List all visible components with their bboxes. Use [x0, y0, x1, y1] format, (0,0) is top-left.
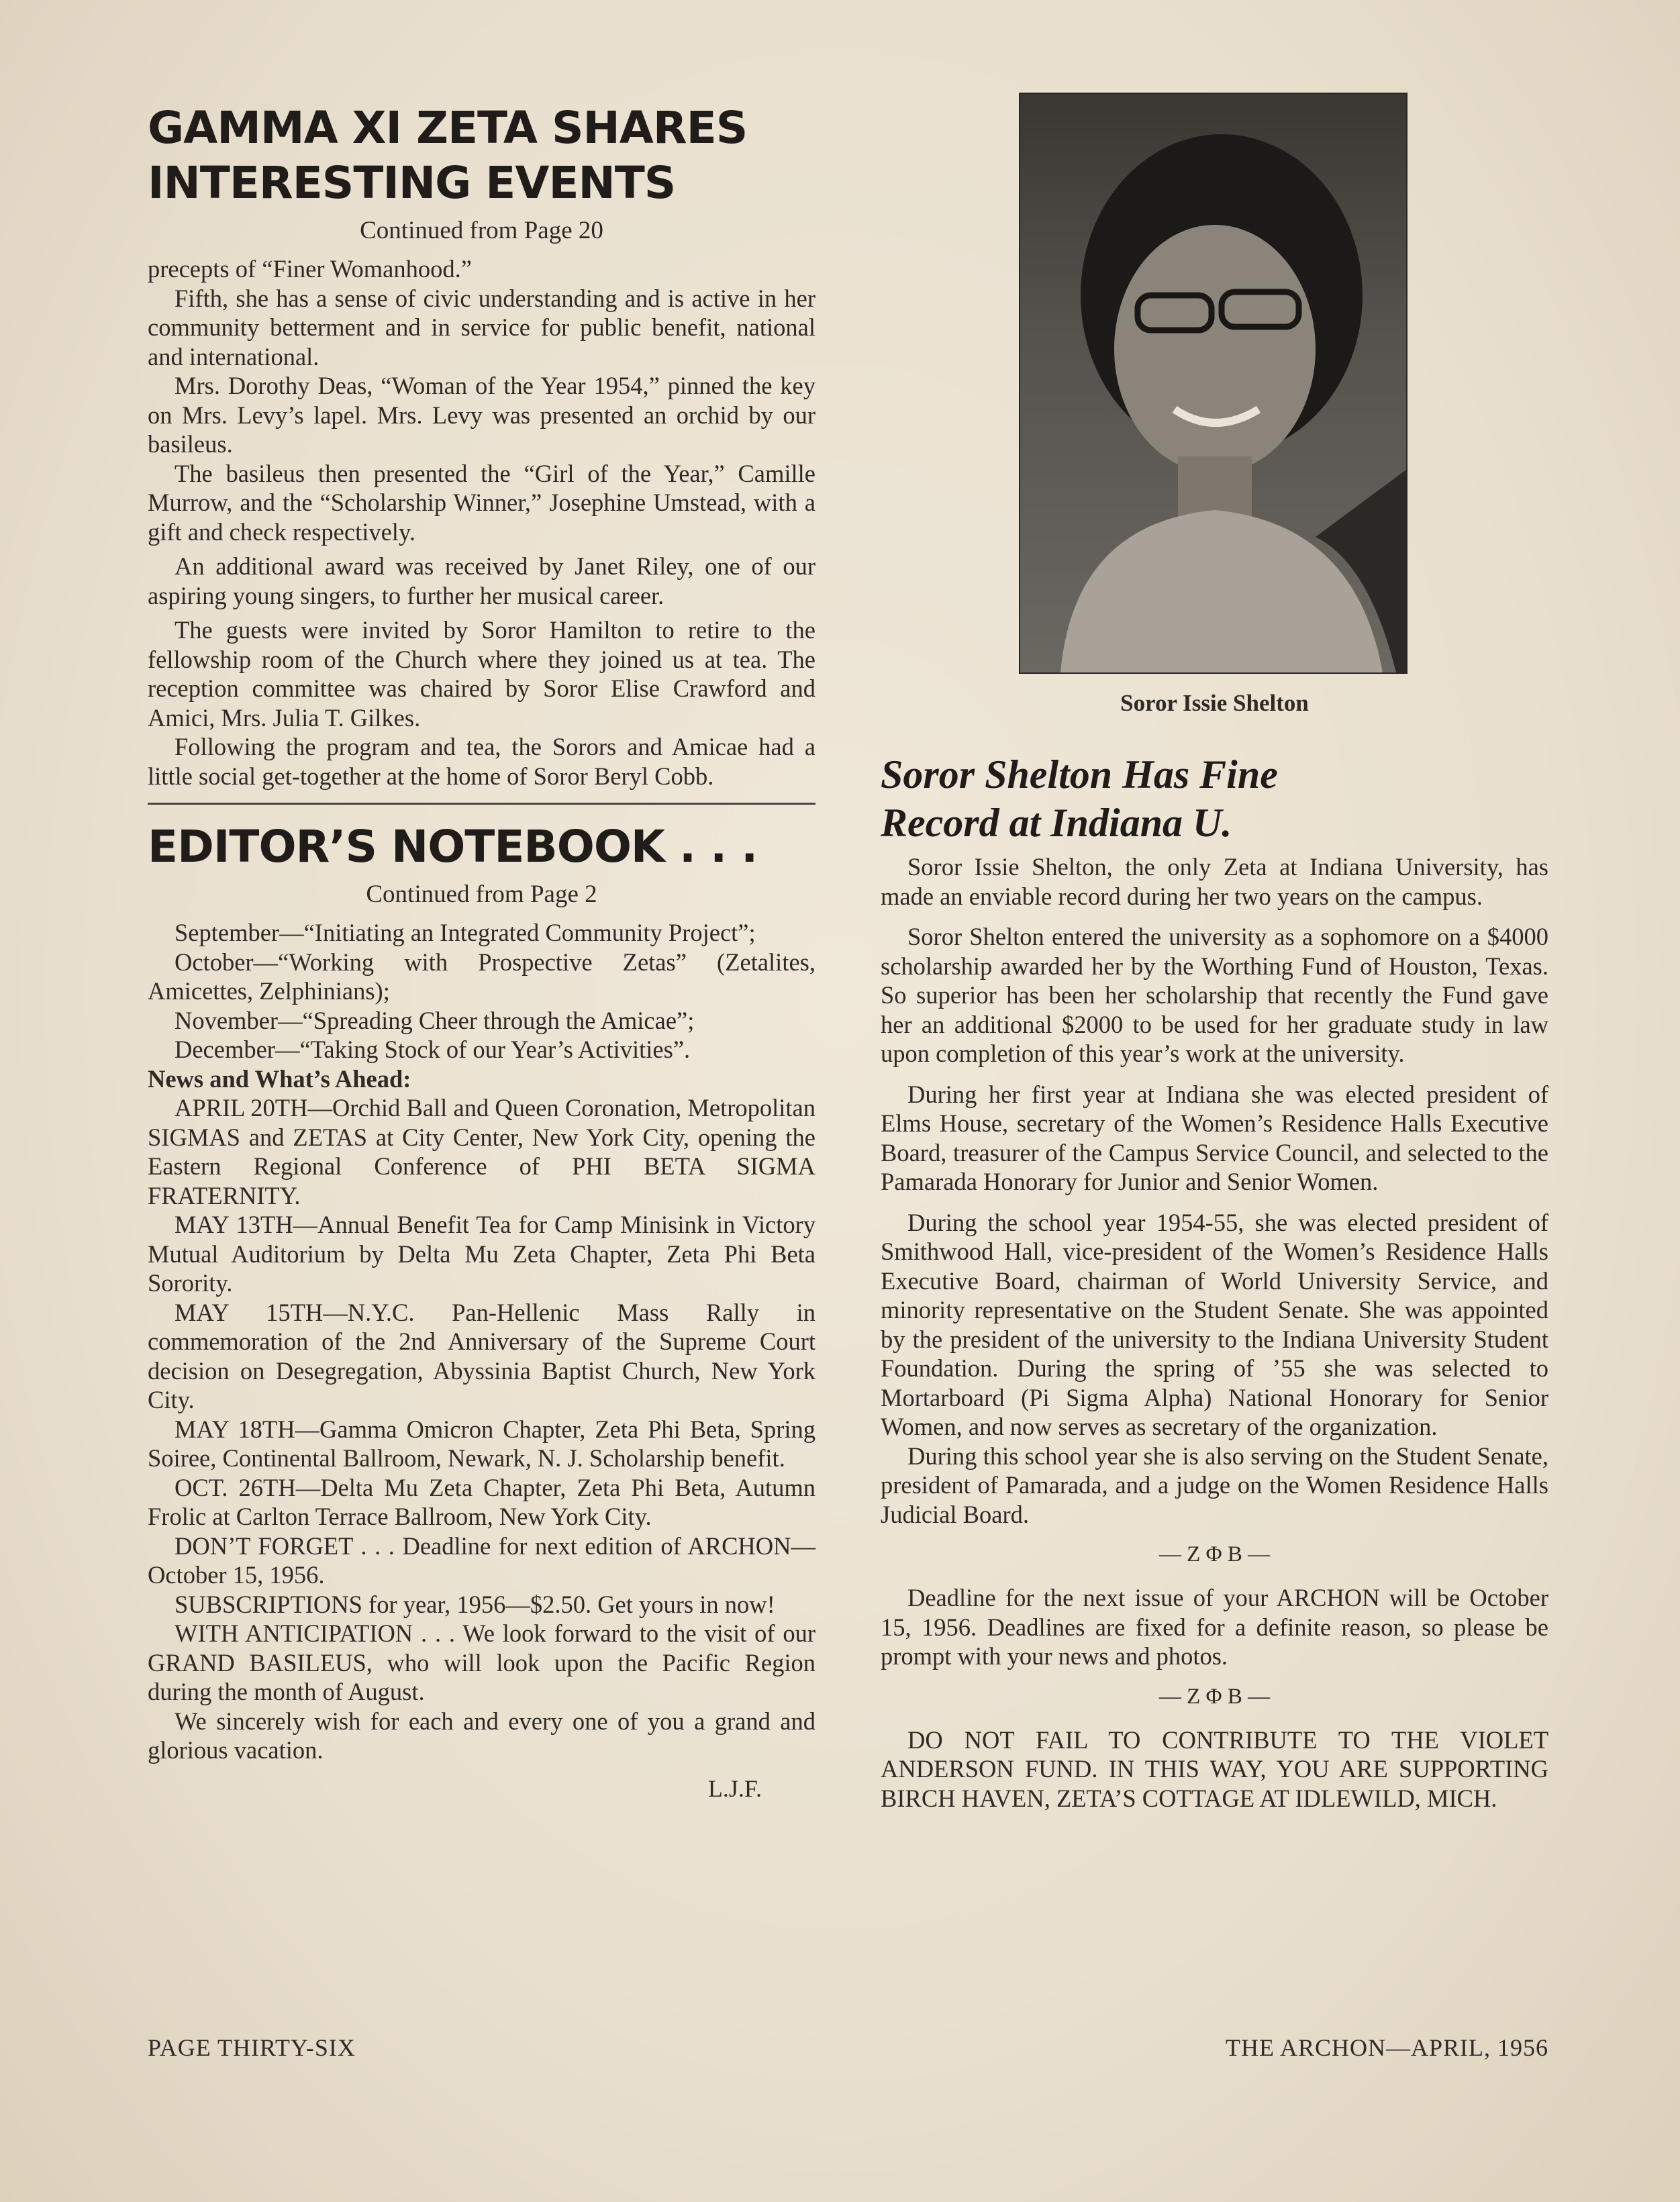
zpb-divider-2: — Z Φ B —	[1158, 1684, 1271, 1709]
photo-caption: Soror Issie Shelton	[1120, 690, 1309, 716]
portrait-photo	[1019, 93, 1407, 674]
signature: L.J.F.	[707, 1774, 762, 1802]
paragraph: During this school year she is also serving on the Student Senate, president of Pamarada, and a judge on the Women Residence Halls Judicial Board.	[881, 1442, 1548, 1528]
fund-notice: DO NOT FAIL TO CONTRIBUTE TO THE VIOLET ANDERSON FUND. IN THIS WAY, YOU ARE SUPPORTING BIRCH HAVEN, ZETA’S COTTAGE AT IDLEWILD, MICH.	[881, 1725, 1548, 1812]
paragraph: DON’T FORGET . . . Deadline for next edition of ARCHON—October 15, 1956.	[148, 1532, 816, 1589]
portrait-silhouette	[1020, 94, 1406, 672]
paragraph: WITH ANTICIPATION . . . We look forward to the visit of our GRAND BASILEUS, who will look upon the Pacific Region during the month of August.	[148, 1619, 816, 1705]
paragraph: Mrs. Dorothy Deas, “Woman of the Year 1954,” pinned the key on Mrs. Levy’s lapel. Mrs. Levy was presented an orchid by our basileus.	[148, 372, 816, 458]
paragraph: The basileus then presented the “Girl of the Year,” Camille Murrow, and the “Scholarship Winner,” Josephine Umstead, with a gift and check respectively.	[148, 459, 816, 546]
paragraph: The guests were invited by Soror Hamilton to retire to the fellowship room of the Church where they joined us at tea. The reception committee was chaired by Soror Elise Crawford and Amici, Mrs. Julia T. Gilkes.	[148, 616, 816, 732]
footer-page-number: PAGE THIRTY-SIX	[148, 2034, 356, 2061]
section-divider	[148, 803, 816, 805]
paragraph: APRIL 20TH—Orchid Ball and Queen Coronation, Metropolitan SIGMAS and ZETAS at City Center, New York City, opening the Eastern Regional Conference of PHI BETA SIGMA FRATERNITY.	[148, 1094, 816, 1209]
paragraph: MAY 15TH—N.Y.C. Pan-Hellenic Mass Rally in commemoration of the 2nd Anniversary of the Supreme Court decision on Desegregation, Abyssinia Baptist Church, New York City.	[148, 1298, 816, 1413]
paragraph: precepts of “Finer Womanhood.”	[148, 255, 472, 283]
headline-editors-notebook: EDITOR’S NOTEBOOK . . .	[148, 821, 758, 872]
paragraph: During her first year at Indiana she was elected president of Elms House, secretary of the Women’s Residence Halls Executive Board, treasurer of the Campus Service Council, and selected to the Pamarada Honorary for Junior and Senior Women.	[881, 1080, 1548, 1195]
paragraph: Fifth, she has a sense of civic understanding and is active in her community betterment and in service for public benefit, national and international.	[148, 284, 816, 370]
paragraph: September—“Initiating an Integrated Community Project”;	[175, 919, 756, 946]
left-column	[148, 101, 816, 1803]
paragraph: Soror Shelton entered the university as a sophomore on a $4000 scholarship awarded her by the Worthing Fund of Houston, Texas. So superior has been her scholarship that recently the Fund gave her an additional $2000 to be used for her graduate study in law upon completion of this year’s work at the university.	[881, 923, 1548, 1067]
headline-soror-shelton	[881, 750, 1548, 847]
paragraph: October—“Working with Prospective Zetas” (Zetalites, Amicettes, Zelphinians);	[148, 948, 816, 1005]
zpb-divider-1: — Z Φ B —	[1158, 1542, 1271, 1566]
paragraph: MAY 18TH—Gamma Omicron Chapter, Zeta Phi Beta, Spring Soiree, Continental Ballroom, Newark, N. J. Scholarship benefit.	[148, 1415, 816, 1472]
right-column-story	[881, 852, 1548, 1813]
paragraph: During the school year 1954-55, she was elected president of Smithwood Hall, vice-president of the Women’s Residence Halls Executive Board, chairman of World University Service, and minority representative on the Student Senate. She was appointed by the president of the university to the Indiana University Student Foundation. During the spring of ’55 she was selected to Mortarboard (Pi Sigma Alpha) National Honorary for Senior Women, and now serves as secretary of the organization.	[881, 1208, 1548, 1440]
headline-line-1: GAMMA XI ZETA SHARES	[148, 102, 748, 154]
news-heading: News and What’s Ahead:	[148, 1064, 411, 1093]
deadline-notice: Deadline for the next issue of your ARCHON will be October 15, 1956. Deadlines are fixed for a definite reason, so please be prompt with your news and photos.	[881, 1584, 1548, 1670]
story-headline-line-2: Record at Indiana U.	[881, 801, 1232, 845]
story-headline-line-1: Soror Shelton Has Fine	[881, 752, 1278, 797]
paragraph: November—“Spreading Cheer through the Amicae”;	[175, 1006, 695, 1034]
paragraph: An additional award was received by Janet Riley, one of our aspiring young singers, to further her musical career.	[148, 552, 816, 609]
paragraph: We sincerely wish for each and every one of you a grand and glorious vacation.	[148, 1707, 816, 1764]
footer-publication: THE ARCHON—APRIL, 1956	[1225, 2034, 1548, 2061]
paragraph: MAY 13TH—Annual Benefit Tea for Camp Minisink in Victory Mutual Auditorium by Delta Mu Zeta Chapter, Zeta Phi Beta Sorority.	[148, 1211, 816, 1297]
paragraph: Following the program and tea, the Sorors and Amicae had a little social get-together at the home of Soror Beryl Cobb.	[148, 733, 816, 790]
paragraph: December—“Taking Stock of our Year’s Activities”.	[175, 1036, 691, 1063]
headline-line-2: INTERESTING EVENTS	[148, 157, 676, 209]
paragraph: Soror Issie Shelton, the only Zeta at Indiana University, has made an enviable record during her two years on the campus.	[881, 853, 1548, 910]
continued-note-1: Continued from Page 20	[360, 217, 603, 244]
continued-note-2: Continued from Page 2	[366, 881, 597, 908]
paragraph: SUBSCRIPTIONS for year, 1956—$2.50. Get yours in now!	[175, 1590, 775, 1618]
headline-gamma-xi-zeta	[148, 101, 816, 211]
paragraph: OCT. 26TH—Delta Mu Zeta Chapter, Zeta Phi Beta, Autumn Frolic at Carlton Terrace Ballroom, New York City.	[148, 1473, 816, 1530]
